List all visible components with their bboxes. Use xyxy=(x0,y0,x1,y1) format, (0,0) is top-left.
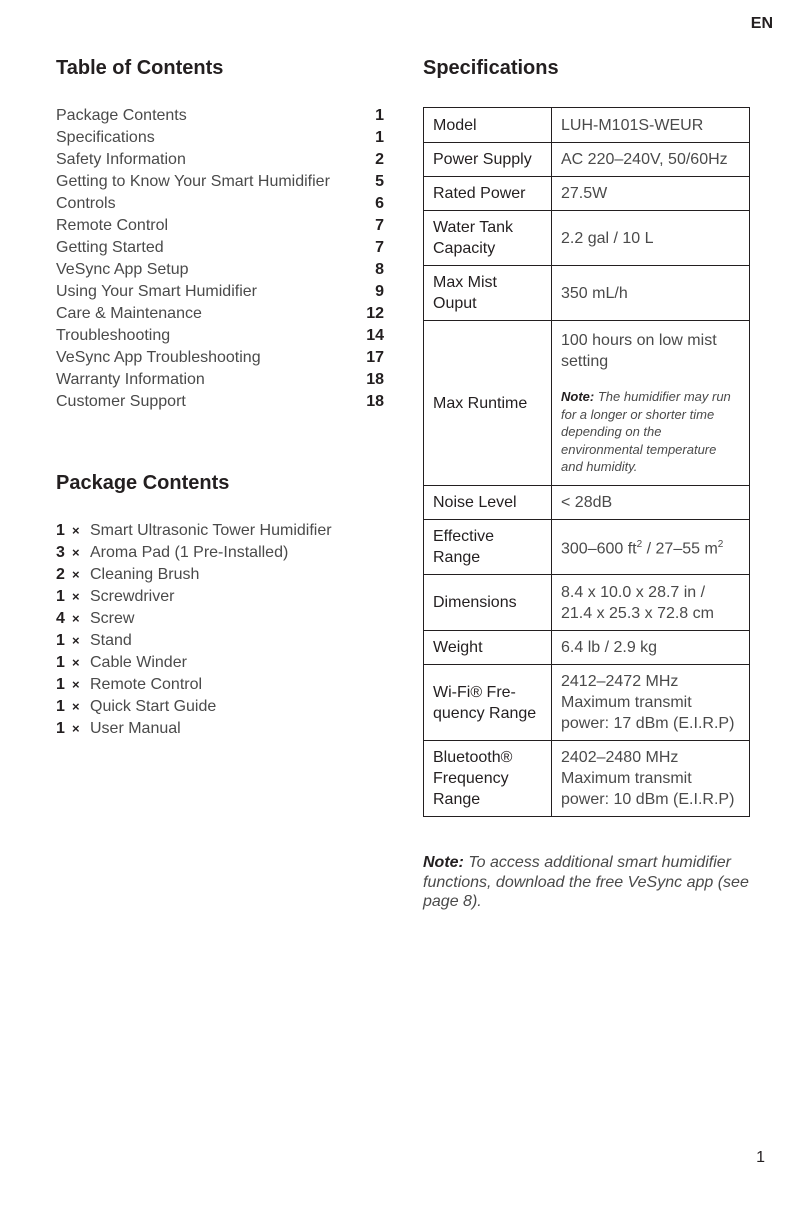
spec-key: Noise Level xyxy=(424,486,552,520)
note-text: To access additional smart humidifier functions, download the free VeSync app (see page 8). xyxy=(423,854,749,910)
item-quantity: 4 xyxy=(56,610,65,627)
runtime-note xyxy=(561,388,740,476)
table-row xyxy=(424,631,750,665)
toc-item xyxy=(56,303,384,325)
toc-item-page: 12 xyxy=(366,305,384,322)
language-label: EN xyxy=(750,15,773,32)
toc-item-page: 8 xyxy=(375,261,384,278)
table-row xyxy=(424,575,750,631)
table-row xyxy=(424,266,750,321)
list-item xyxy=(56,608,386,630)
spec-key: Model xyxy=(424,108,552,143)
specs-title: Specifications xyxy=(423,57,559,79)
toc-item-label: Controls xyxy=(56,195,116,212)
list-item xyxy=(56,542,386,564)
table-row xyxy=(424,211,750,266)
toc-item xyxy=(56,193,384,215)
times-symbol: × xyxy=(72,611,80,626)
spec-value-cell xyxy=(552,575,750,631)
spec-key: Wi-Fi® Fre-quency Range xyxy=(424,665,552,741)
item-label: Remote Control xyxy=(90,676,203,693)
toc-title: Table of Contents xyxy=(56,57,224,79)
note-label: Note: xyxy=(423,854,464,871)
table-row xyxy=(424,321,750,486)
item-label: User Manual xyxy=(90,720,181,737)
list-item xyxy=(56,674,386,696)
times-symbol: × xyxy=(72,523,80,538)
bluetooth-power: Maximum transmit power: 10 dBm (E.I.R.P) xyxy=(561,770,735,808)
wifi-power: Maximum transmit power: 17 dBm (E.I.R.P) xyxy=(561,694,735,732)
dimensions-imperial: 8.4 x 10.0 x 28.7 in / xyxy=(561,583,706,601)
toc-item xyxy=(56,105,384,127)
table-row xyxy=(424,486,750,520)
toc-item xyxy=(56,127,384,149)
toc-item xyxy=(56,215,384,237)
spec-key: Dimensions xyxy=(424,575,552,631)
item-label: Smart Ultrasonic Tower Humidifier xyxy=(90,522,332,539)
toc-item-page: 5 xyxy=(375,173,384,190)
list-item xyxy=(56,564,386,586)
item-label: Aroma Pad (1 Pre-Installed) xyxy=(90,544,289,561)
toc-item xyxy=(56,237,384,259)
spec-value: 350 mL/h xyxy=(552,266,750,321)
toc-item-page: 1 xyxy=(375,129,384,146)
item-quantity: 2 xyxy=(56,566,65,583)
item-quantity: 1 xyxy=(56,676,65,693)
spec-value: AC 220–240V, 50/60Hz xyxy=(552,143,750,177)
spec-value: 2.2 gal / 10 L xyxy=(552,211,750,266)
dimensions-metric: 21.4 x 25.3 x 72.8 cm xyxy=(561,604,714,622)
toc-item-page: 14 xyxy=(366,327,384,344)
times-symbol: × xyxy=(72,721,80,736)
times-symbol: × xyxy=(72,589,80,604)
toc-item-page: 9 xyxy=(375,283,384,300)
list-item xyxy=(56,520,386,542)
times-symbol: × xyxy=(72,655,80,670)
list-item xyxy=(56,718,386,740)
item-label: Cable Winder xyxy=(90,654,187,671)
toc-item xyxy=(56,281,384,303)
item-quantity: 1 xyxy=(56,720,65,737)
item-quantity: 1 xyxy=(56,522,65,539)
list-item xyxy=(56,652,386,674)
bluetooth-frequency: 2402–2480 MHz xyxy=(561,749,679,766)
table-row xyxy=(424,177,750,211)
superscript: 2 xyxy=(717,539,724,551)
toc-item xyxy=(56,369,384,391)
item-label: Screwdriver xyxy=(90,588,175,605)
list-item xyxy=(56,696,386,718)
item-quantity: 3 xyxy=(56,544,65,561)
toc-item-label: Care & Maintenance xyxy=(56,305,202,322)
spec-key: Water Tank Capacity xyxy=(424,211,552,266)
table-row xyxy=(424,520,750,575)
toc-item-label: Using Your Smart Humidifier xyxy=(56,283,257,300)
toc-item-label: Warranty Information xyxy=(56,371,205,388)
item-quantity: 1 xyxy=(56,698,65,715)
wifi-frequency: 2412–2472 MHz xyxy=(561,673,679,690)
spec-value-cell xyxy=(552,520,750,575)
specifications-table xyxy=(423,107,750,817)
spec-key: Bluetooth® Frequency Range xyxy=(424,741,552,817)
item-label: Stand xyxy=(90,632,132,649)
spec-value: LUH-M101S-WEUR xyxy=(552,108,750,143)
table-of-contents xyxy=(56,105,384,413)
toc-item xyxy=(56,171,384,193)
spec-key: Max Mist Ouput xyxy=(424,266,552,321)
toc-item xyxy=(56,325,384,347)
toc-item-label: Specifications xyxy=(56,129,155,146)
toc-item-label: Troubleshooting xyxy=(56,327,171,344)
item-label: Quick Start Guide xyxy=(90,698,217,715)
toc-item-label: Customer Support xyxy=(56,393,186,410)
toc-item-page: 1 xyxy=(375,107,384,124)
toc-item-page: 2 xyxy=(375,151,384,168)
table-row xyxy=(424,741,750,817)
spec-key: Weight xyxy=(424,631,552,665)
times-symbol: × xyxy=(72,567,80,582)
toc-item-label: Remote Control xyxy=(56,217,169,234)
spec-value: < 28dB xyxy=(552,486,750,520)
toc-item-page: 7 xyxy=(375,239,384,256)
spec-value: 6.4 lb / 2.9 kg xyxy=(552,631,750,665)
spec-key: Max Runtime xyxy=(424,321,552,486)
toc-item-label: VeSync App Troubleshooting xyxy=(56,349,261,366)
toc-item-label: Getting to Know Your Smart Humidifier xyxy=(56,173,330,190)
toc-item-page: 18 xyxy=(366,371,384,388)
toc-item-page: 17 xyxy=(366,349,384,366)
table-row xyxy=(424,143,750,177)
list-item xyxy=(56,586,386,608)
toc-item-label: Getting Started xyxy=(56,239,164,256)
table-row xyxy=(424,108,750,143)
spec-key: Effective Range xyxy=(424,520,552,575)
item-label: Cleaning Brush xyxy=(90,566,200,583)
spec-value: 27.5W xyxy=(552,177,750,211)
toc-item-page: 18 xyxy=(366,393,384,410)
package-list xyxy=(56,520,386,740)
spec-value: 100 hours on low mist setting xyxy=(561,332,717,371)
table-row xyxy=(424,665,750,741)
toc-item xyxy=(56,149,384,171)
times-symbol: × xyxy=(72,545,80,560)
item-quantity: 1 xyxy=(56,632,65,649)
footnote xyxy=(423,853,753,912)
list-item xyxy=(56,630,386,652)
note-text: The humidifier may run for a longer or shorter time depending on the environmental temperature and humidity. xyxy=(561,389,731,475)
times-symbol: × xyxy=(72,677,80,692)
note-label: Note: xyxy=(561,389,595,405)
toc-item-label: VeSync App Setup xyxy=(56,261,189,278)
range-metric: / 27–55 m xyxy=(642,540,718,558)
spec-value-cell xyxy=(552,321,750,486)
item-quantity: 1 xyxy=(56,588,65,605)
superscript: 2 xyxy=(636,539,643,551)
toc-item xyxy=(56,347,384,369)
spec-key: Power Supply xyxy=(424,143,552,177)
toc-item xyxy=(56,259,384,281)
times-symbol: × xyxy=(72,633,80,648)
times-symbol: × xyxy=(72,699,80,714)
range-imperial: 300–600 ft xyxy=(561,540,637,558)
page-number: 1 xyxy=(756,1149,765,1166)
toc-item xyxy=(56,391,384,413)
item-label: Screw xyxy=(90,610,135,627)
spec-value-cell xyxy=(552,741,750,817)
toc-item-label: Package Contents xyxy=(56,107,187,124)
toc-item-label: Safety Information xyxy=(56,151,186,168)
spec-value-cell xyxy=(552,665,750,741)
package-title: Package Contents xyxy=(56,472,230,494)
toc-item-page: 7 xyxy=(375,217,384,234)
toc-item-page: 6 xyxy=(375,195,384,212)
spec-key: Rated Power xyxy=(424,177,552,211)
item-quantity: 1 xyxy=(56,654,65,671)
